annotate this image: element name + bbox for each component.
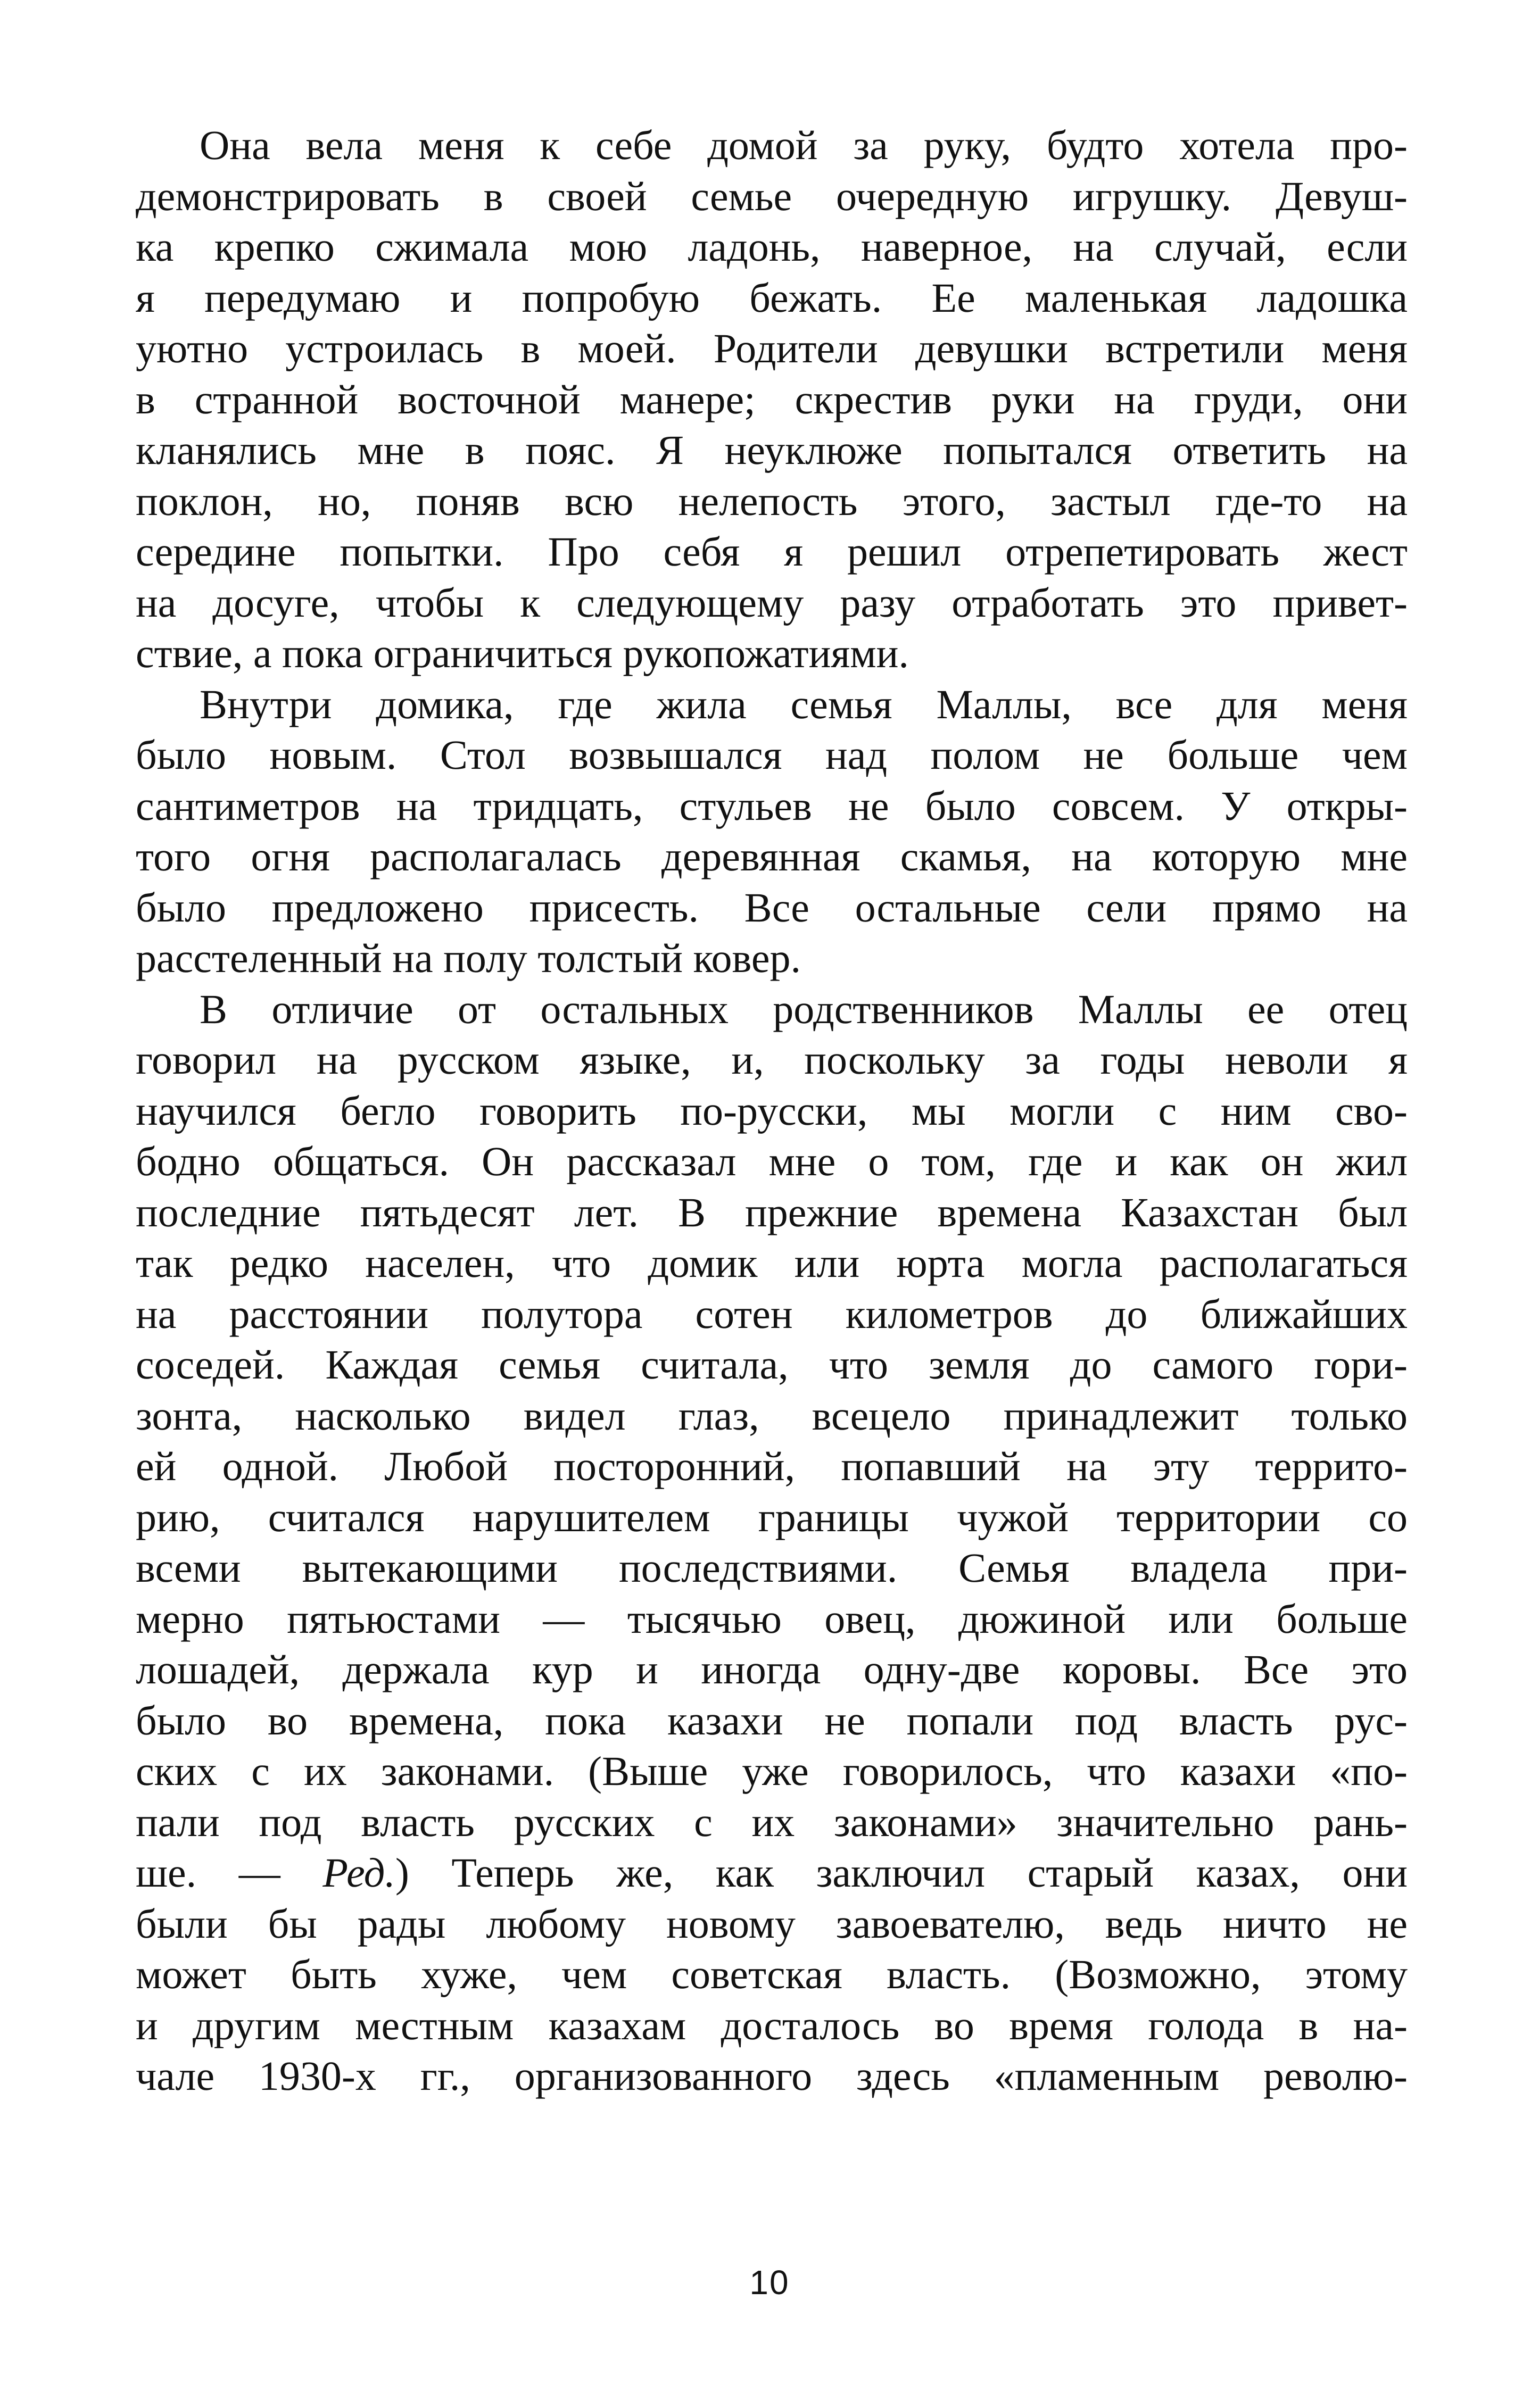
text-line: мерно пятьюстами — тысячью овец, дюжиной или больше <box>136 1595 1408 1642</box>
text-line: на расстоянии полутора сотен километров до ближайших <box>136 1290 1408 1337</box>
text-line: середине попытки. Про себя я решил отрепетировать жест <box>136 528 1408 575</box>
text-line: соседей. Каждая семья считала, что земля до самого гори- <box>136 1341 1408 1388</box>
text-line: в странной восточной манере; скрестив руки на груди, они <box>136 376 1408 422</box>
text-line: кланялись мне в пояс. Я неуклюже попытался ответить на <box>136 427 1408 473</box>
text-line: на досуге, чтобы к следующему разу отработать это привет- <box>136 579 1408 626</box>
text-line: ка крепко сжимала мою ладонь, наверное, на случай, если <box>136 223 1408 270</box>
text-line: было предложено присесть. Все остальные сели прямо на <box>136 884 1408 931</box>
text-line: ских с их законами. (Выше уже говорилось, что казахи «по- <box>136 1748 1408 1794</box>
text-line: говорил на русском языке, и, поскольку за годы неволи я <box>136 1036 1408 1083</box>
text-line: Внутри домика, где жила семья Маллы, все для меня <box>200 680 1408 727</box>
editor-note-italic: Ред. <box>322 1849 395 1896</box>
text-line: рию, считался нарушителем границы чужой территории со <box>136 1493 1408 1540</box>
text-line: были бы рады любому новому завоевателю, ведь ничто не <box>136 1900 1408 1947</box>
text-line: Она вела меня к себе домой за руку, будто хотела про- <box>200 122 1408 168</box>
text-line: лошадей, держала кур и иногда одну-две коровы. Все это <box>136 1646 1408 1692</box>
text-line: уютно устроилась в моей. Родители девушки встретили меня <box>136 325 1408 371</box>
text-line: бодно общаться. Он рассказал мне о том, где и как он жил <box>136 1138 1408 1184</box>
text-line: я передумаю и попробую бежать. Ее маленькая ладошка <box>136 274 1408 321</box>
text-line: научился бегло говорить по-русски, мы могли с ним сво- <box>136 1087 1408 1134</box>
text-fragment: ше. — <box>136 1849 323 1896</box>
text-line: может быть хуже, чем советская власть. (Возможно, этому <box>136 1951 1408 1997</box>
text-line-with-editor-note <box>136 1847 1408 1898</box>
text-line: чале 1930-х гг., организованного здесь «пламенным револю- <box>136 2053 1408 2099</box>
text-line: так редко населен, что домик или юрта могла располагаться <box>136 1240 1408 1286</box>
text-line: зонта, насколько видел глаз, всецело принадлежит только <box>136 1392 1408 1439</box>
book-page-text <box>136 120 1408 2102</box>
text-line: было новым. Стол возвышался над полом не больше чем <box>136 732 1408 778</box>
text-line: последние пятьдесят лет. В прежние времена Казахстан был <box>136 1189 1408 1235</box>
text-line: демонстрировать в своей семье очередную игрушку. Девуш- <box>136 172 1408 219</box>
text-line: было во времена, пока казахи не попали под власть рус- <box>136 1697 1408 1743</box>
page-number: 10 <box>749 2263 790 2302</box>
text-line: расстеленный на полу толстый ковер. <box>136 935 801 981</box>
text-line: В отличие от остальных родственников Маллы ее отец <box>200 985 1408 1032</box>
text-line: поклон, но, поняв всю нелепость этого, застыл где-то на <box>136 477 1408 524</box>
text-line: всеми вытекающими последствиями. Семья владела при- <box>136 1545 1408 1591</box>
text-line: сантиметров на тридцать, стульев не было совсем. У откры- <box>136 782 1408 829</box>
text-line: ствие, а пока ограничиться рукопожатиями. <box>136 630 909 676</box>
text-fragment: ) Теперь же, как заключил старый казах, они <box>395 1849 1408 1896</box>
text-line: ей одной. Любой посторонний, попавший на эту террито- <box>136 1443 1408 1489</box>
text-line: того огня располагалась деревянная скамья, на которую мне <box>136 833 1408 879</box>
text-line: пали под власть русских с их законами» значительно рань- <box>136 1798 1408 1845</box>
text-line: и другим местным казахам досталось во время голода в на- <box>136 2002 1408 2048</box>
